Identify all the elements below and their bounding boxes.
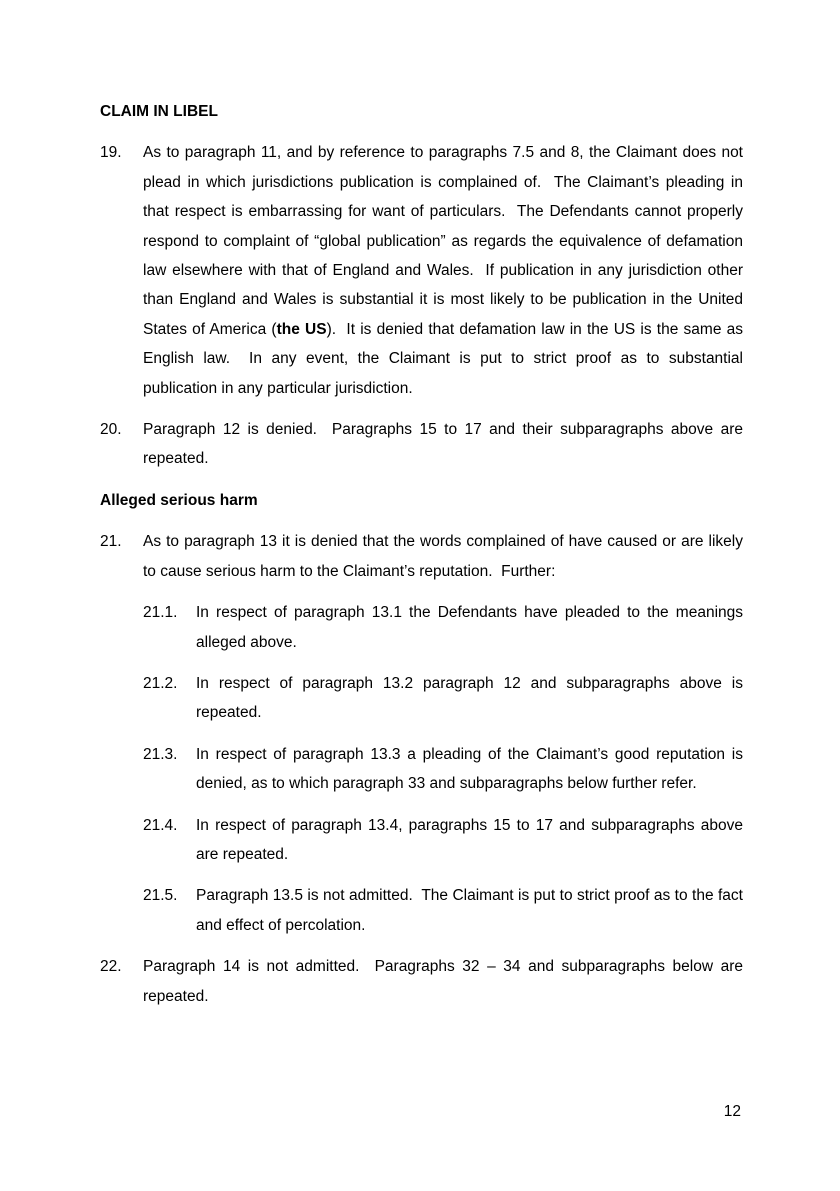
paragraph-number: 21. xyxy=(100,533,122,551)
paragraph-text xyxy=(196,817,743,863)
subparagraph xyxy=(143,811,743,870)
subparagraph xyxy=(143,669,743,728)
text-segment: Paragraph 13.5 is not admitted. The Claimant is put to strict proof as to the fact and effect of percolation. xyxy=(196,887,743,934)
paragraph-text xyxy=(196,746,743,792)
subparagraph xyxy=(143,740,743,799)
paragraph-number: 22. xyxy=(100,958,122,976)
page-number: 12 xyxy=(723,1103,741,1120)
text-segment: Paragraph 12 is denied. Paragraphs 15 to 17 and their subparagraphs above are repeated. xyxy=(143,421,743,468)
paragraph-number: 21.3. xyxy=(143,745,178,763)
section-heading: CLAIM IN LIBEL xyxy=(100,103,218,120)
paragraph-text xyxy=(143,421,743,467)
paragraph-number: 21.5. xyxy=(143,887,178,905)
text-segment: As to paragraph 11, and by reference to paragraphs 7.5 and 8, the Claimant does not plead in which jurisdictions publication is complained of. The Claimant’s pleading in that respect is embarrassing for want of particulars. The Defendants cannot properly respond to complaint of “global publication” as regards the equivalence of defamation law elsewhere with that of England and Wales. If publication in any jurisdiction other than England and Wales is substantial it is most likely to be publication in the United States of America ( xyxy=(143,144,743,338)
text-segment: In respect of paragraph 13.2 paragraph 12 and subparagraphs above is repeated. xyxy=(196,674,743,722)
text-segment: In respect of paragraph 13.4, paragraphs 15 to 17 and subparagraphs above are repeated. xyxy=(196,816,743,863)
text-segment: In respect of paragraph 13.1 the Defendants have pleaded to the meanings alleged above. xyxy=(196,604,743,651)
paragraph xyxy=(100,138,743,403)
paragraph xyxy=(100,527,743,586)
text-segment: In respect of paragraph 13.3 a pleading of the Claimant’s good reputation is denied, as to which paragraph 33 and subparagraphs below further refer. xyxy=(196,745,743,793)
paragraph-number: 21.4. xyxy=(143,816,178,834)
paragraph-text xyxy=(196,675,743,721)
text-segment: ). It is denied that defamation law in the US is the same as English law. In any event, the Claimant is put to strict proof as to substantial publication in any particular jurisdiction. xyxy=(143,320,743,397)
subparagraph xyxy=(143,598,743,657)
section-heading: Alleged serious harm xyxy=(100,491,258,509)
paragraph-number: 21.2. xyxy=(143,674,178,692)
bold-text-segment: the US xyxy=(276,320,327,338)
paragraph-text xyxy=(143,958,743,1004)
paragraph-number: 21.1. xyxy=(143,604,178,622)
paragraph-number: 20. xyxy=(100,421,122,439)
text-segment: Paragraph 14 is not admitted. Paragraphs 32 – 34 and subparagraphs below are repeated. xyxy=(143,958,743,1005)
paragraph-text xyxy=(196,887,743,933)
paragraph-text xyxy=(143,533,743,579)
paragraph xyxy=(100,952,743,1011)
paragraph-text xyxy=(196,604,743,650)
paragraph-number: 19. xyxy=(100,144,122,162)
document-body xyxy=(100,97,743,1011)
text-segment: As to paragraph 13 it is denied that the words complained of have caused or are likely to cause serious harm to the Claimant’s reputation. Further: xyxy=(143,533,743,580)
subparagraph xyxy=(143,881,743,940)
paragraph-text xyxy=(143,144,743,396)
paragraph xyxy=(100,415,743,474)
